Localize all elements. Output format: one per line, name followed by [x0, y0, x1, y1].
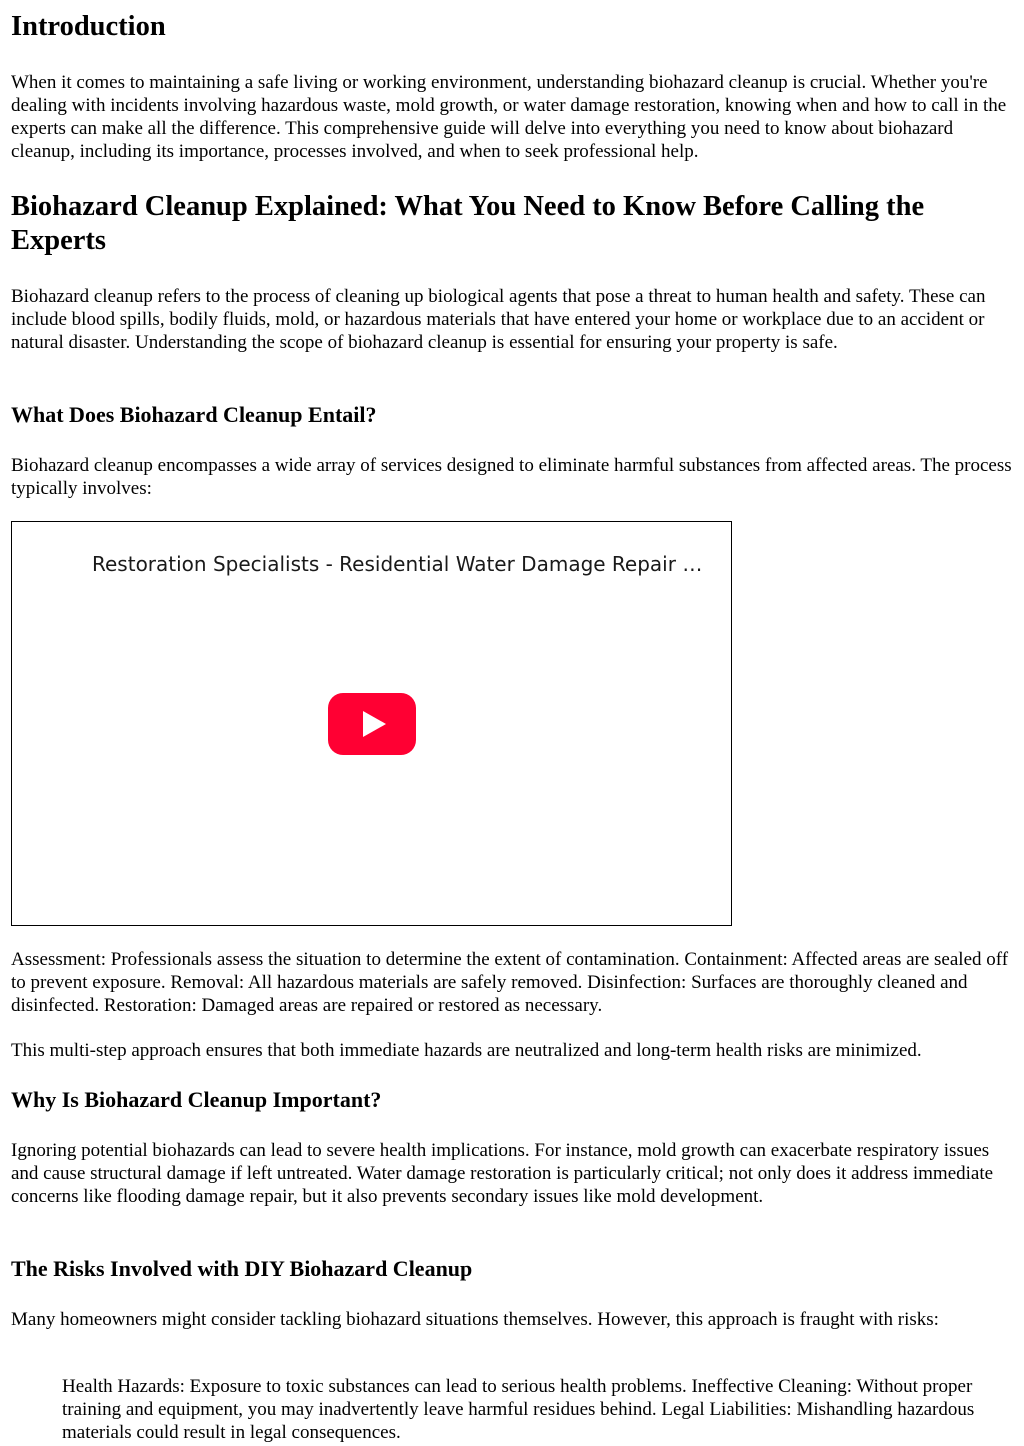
entail-paragraph: Biohazard cleanup encompasses a wide array of services designed to eliminate harmful substances from affected areas. The process typically involves: — [11, 455, 1012, 499]
risks-paragraph: Many homeowners might consider tackling biohazard situations themselves. However, this approach is fraught with risks: — [11, 1309, 939, 1330]
risks-list: Health Hazards: Exposure to toxic substances can lead to serious health problems. Ineffective Cleaning: Without proper training and equipment, you may inadvertently leave harmful residues behind. Legal Liabilities: Mishandling hazardous materials could result in legal consequences. — [62, 1376, 975, 1443]
intro-heading: Introduction — [11, 11, 166, 42]
importance-paragraph: Ignoring potential biohazards can lead to severe health implications. For instance, mold growth can exacerbate respiratory issues and cause structural damage if left untreated. Water damage restoration is particularly critical; not only does it address immediate concerns like flooding damage repair, but it also prevents secondary issues like mold development. — [11, 1140, 994, 1207]
steps-paragraph: Assessment: Professionals assess the situation to determine the extent of contamination. Containment: Affected areas are sealed off to prevent exposure. Removal: All hazardous materials are safely removed. Disinfection: Surfaces are thoroughly cleaned and disinfected. Restoration: Damaged areas are repaired or restored as necessary. — [11, 949, 1009, 1016]
steps-summary: This multi-step approach ensures that both immediate hazards are neutralized and long-term health risks are minimized. — [11, 1040, 922, 1061]
play-button[interactable] — [328, 693, 416, 755]
risks-heading: The Risks Involved with DIY Biohazard Cleanup — [11, 1256, 473, 1281]
youtube-play-icon — [328, 693, 416, 755]
importance-heading: Why Is Biohazard Cleanup Important? — [11, 1087, 382, 1112]
video-embed[interactable] — [11, 521, 732, 926]
entail-heading: What Does Biohazard Cleanup Entail? — [11, 402, 377, 427]
video-title[interactable]: Restoration Specialists - Residential Water Damage Repair … — [92, 552, 703, 576]
explained-paragraph: Biohazard cleanup refers to the process of cleaning up biological agents that pose a threat to human health and safety. These can include blood spills, bodily fluids, mold, or hazardous materials that have entered your home or workplace due to an accident or natural disaster. Understanding the scope of biohazard cleanup is essential for ensuring your property is safe. — [11, 286, 986, 353]
explained-heading: Biohazard Cleanup Explained: What You Need to Know Before Calling the Experts — [11, 191, 925, 256]
intro-paragraph: When it comes to maintaining a safe living or working environment, understanding biohazard cleanup is crucial. Whether you're dealing with incidents involving hazardous waste, mold growth, or water damage restoration, knowing when and how to call in the experts can make all the difference. This comprehensive guide will delve into everything you need to know about biohazard cleanup, including its importance, processes involved, and when to seek professional help. — [11, 72, 1007, 162]
